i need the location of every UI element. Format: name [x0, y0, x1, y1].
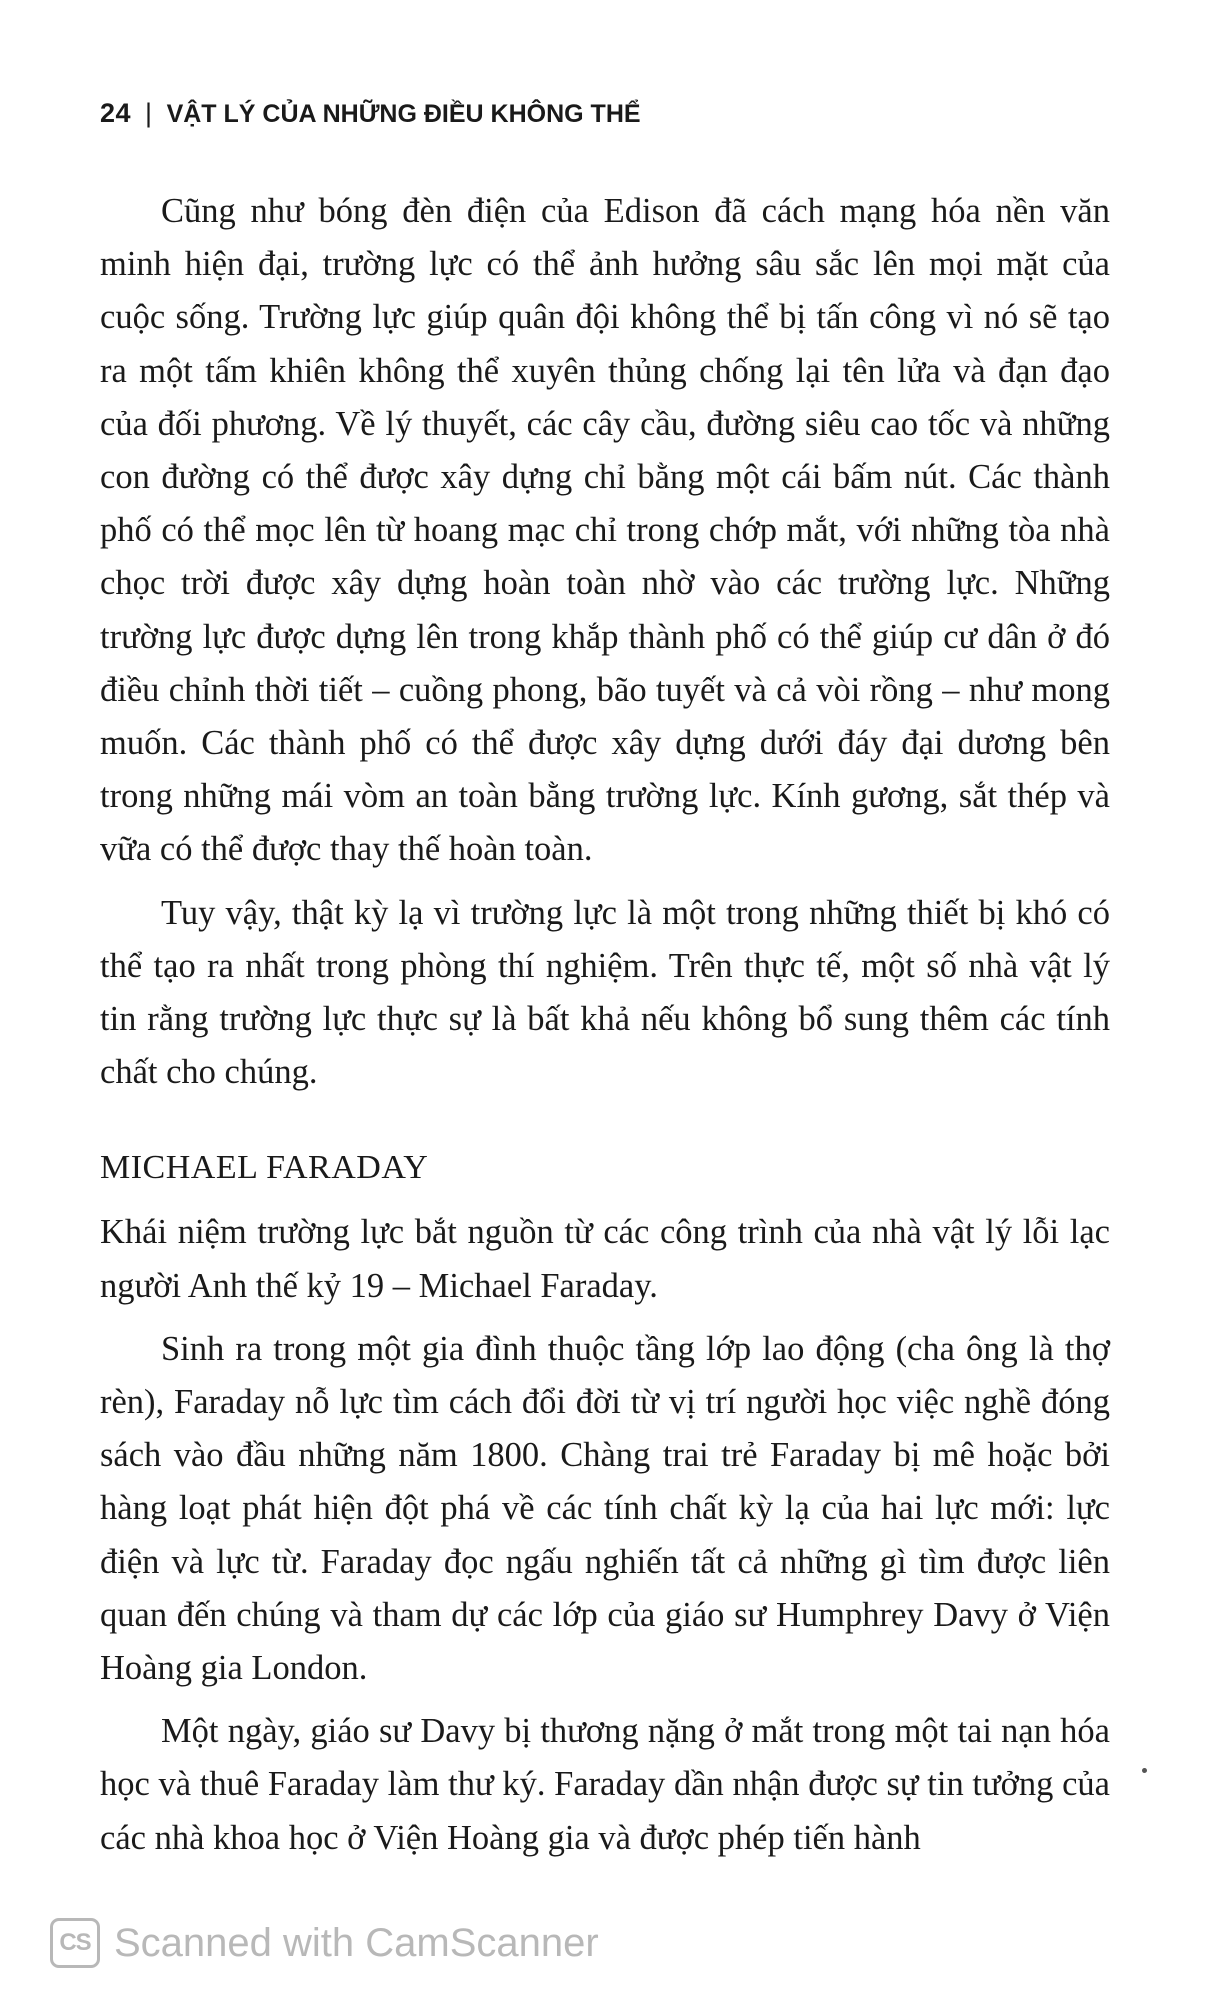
- page-number: 24: [100, 98, 132, 128]
- page-content: [100, 185, 1110, 1875]
- camscanner-logo-icon: CS: [50, 1918, 100, 1968]
- header-separator: |: [145, 98, 153, 128]
- scan-speck: [1142, 1768, 1147, 1773]
- book-title: VẬT LÝ CỦA NHỮNG ĐIỀU KHÔNG THỂ: [166, 100, 641, 128]
- camscanner-watermark: [50, 1918, 599, 1968]
- section-heading: MICHAEL FARADAY: [100, 1149, 429, 1187]
- paragraph-faraday-intro: Khái niệm trường lực bắt nguồn từ các công trình của nhà vật lý lỗi lạc người Anh thế kỷ 19 – Michael Faraday.: [100, 1213, 1110, 1305]
- paragraph-force-field-impact: Cũng như bóng đèn điện của Edison đã cách mạng hóa nền văn minh hiện đại, trường lực có thể ảnh hưởng sâu sắc lên mọi mặt của cuộc sống. Trường lực giúp quân đội không thể bị tấn công vì nó sẽ tạo ra một tấm khiên không thể xuyên thủng chống lại tên lửa và đạn đạo của đối phương. Về lý thuyết, các cây cầu, đường siêu cao tốc và những con đường có thể được xây dựng chỉ bằng một cái bấm nút. Các thành phố có thể mọc lên từ hoang mạc chỉ trong chớp mắt, với những tòa nhà chọc trời được xây dựng hoàn toàn nhờ vào các trường lực. Những trường lực được dựng lên trong khắp thành phố có thể giúp cư dân ở đó điều chỉnh thời tiết – cuồng phong, bão tuyết và cả vòi rồng – như mong muốn. Các thành phố có thể được xây dựng dưới đáy đại dương bên trong những mái vòm an toàn bằng trường lực. Kính gương, sắt thép và vữa có thể được thay thế hoàn toàn.: [100, 192, 1110, 869]
- paragraph-faraday-davy: Một ngày, giáo sư Davy bị thương nặng ở mắt trong một tai nạn hóa học và thuê Faraday làm thư ký. Faraday dần nhận được sự tin tưởng của các nhà khoa học ở Viện Hoàng gia và được phép tiến hành: [100, 1712, 1110, 1857]
- running-header: [100, 98, 641, 129]
- paragraph-force-field-difficulty: Tuy vậy, thật kỳ lạ vì trường lực là một trong những thiết bị khó có thể tạo ra nhất trong phòng thí nghiệm. Trên thực tế, một số nhà vật lý tin rằng trường lực thực sự là bất khả nếu không bổ sung thêm các tính chất cho chúng.: [100, 893, 1110, 1092]
- paragraph-faraday-origins: Sinh ra trong một gia đình thuộc tầng lớp lao động (cha ông là thợ rèn), Faraday nỗ lực tìm cách đổi đời từ vị trí người học việc nghề đóng sách vào đầu những năm 1800. Chàng trai trẻ Faraday bị mê hoặc bởi hàng loạt phát hiện đột phá về các tính chất kỳ lạ của hai lực mới: lực điện và lực từ. Faraday đọc ngấu nghiến tất cả những gì tìm được liên quan đến chúng và tham dự các lớp của giáo sư Humphrey Davy ở Viện Hoàng gia London.: [100, 1329, 1110, 1688]
- watermark-text: Scanned with CamScanner: [114, 1920, 599, 1965]
